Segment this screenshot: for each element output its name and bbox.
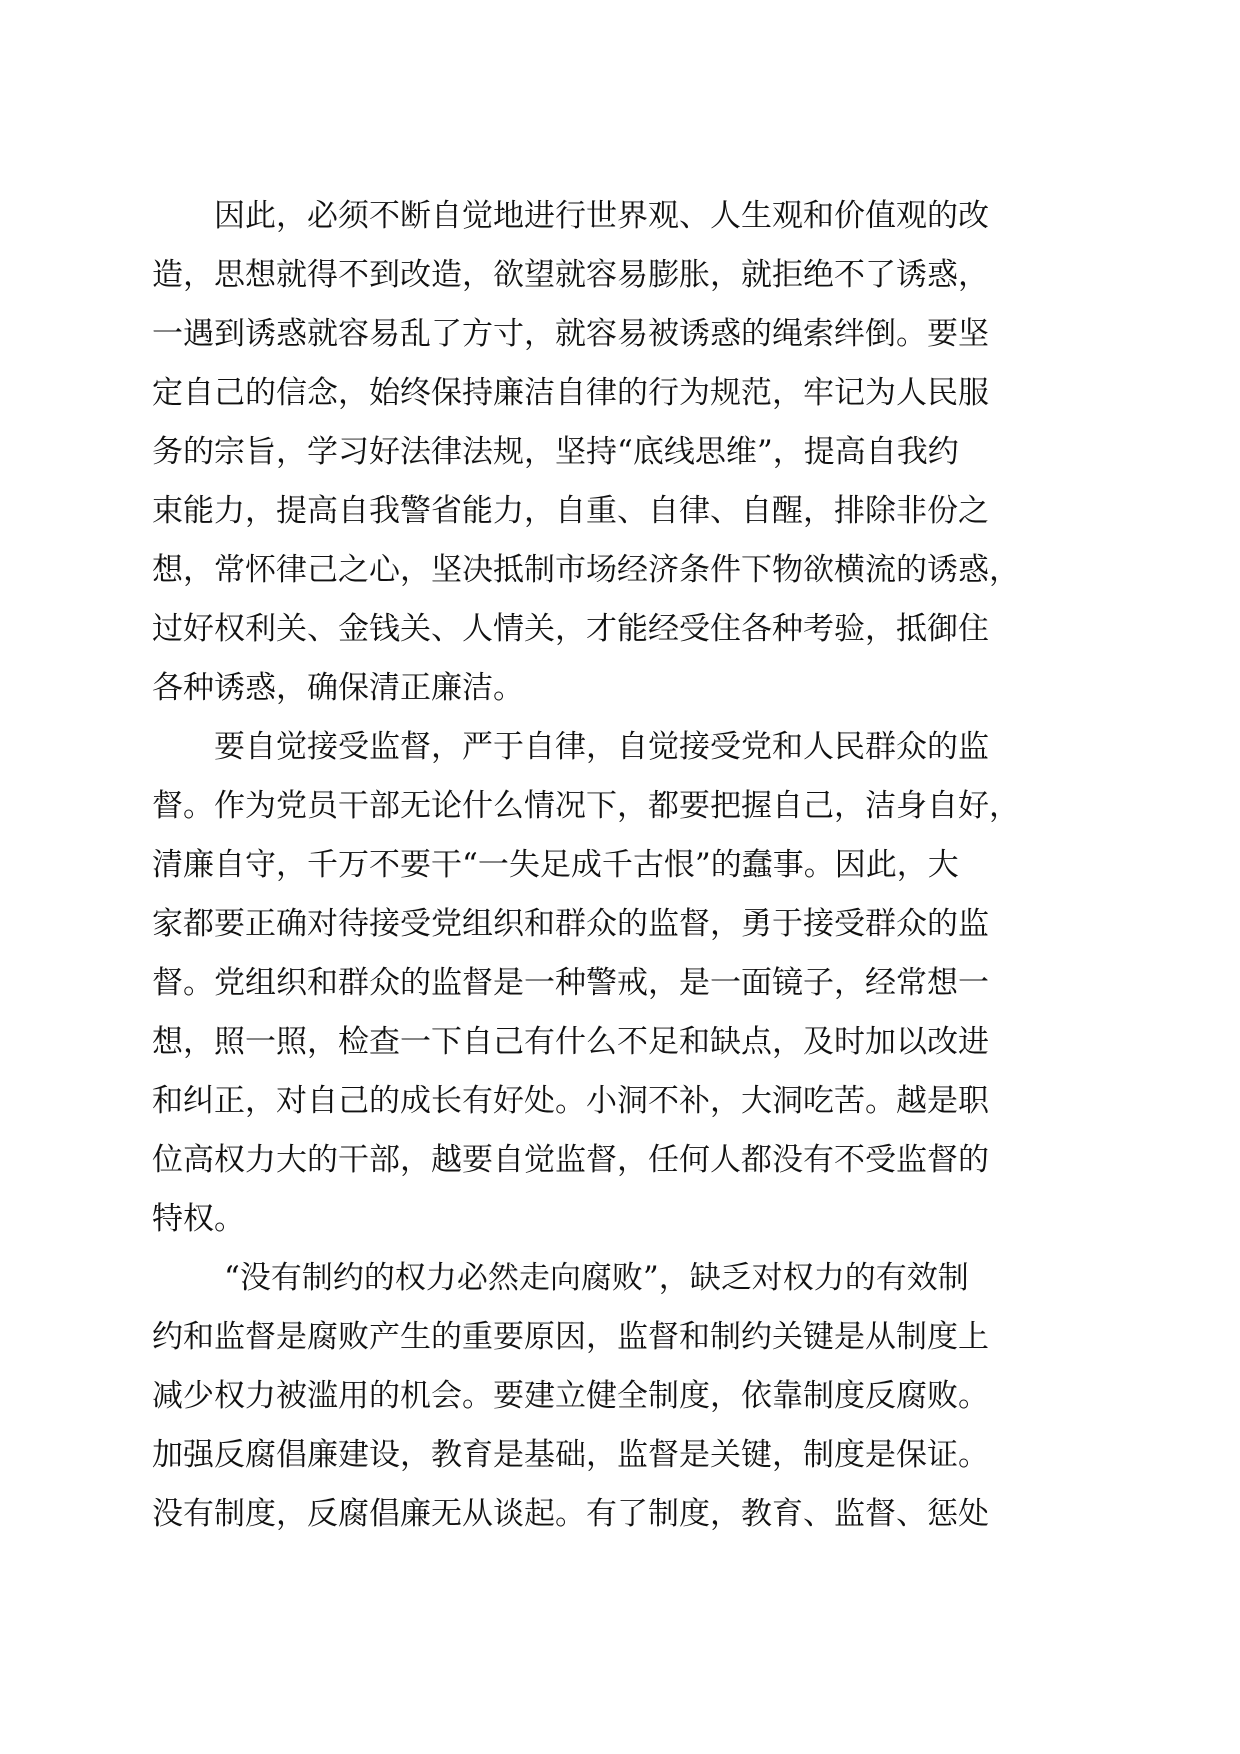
paragraph-line: 没有制度，反腐倡廉无从谈起。有了制度，教育、监督、惩处 bbox=[152, 1496, 989, 1532]
paragraph-line: 位高权力大的干部，越要自觉监督，任何人都没有不受监督的 bbox=[152, 1142, 989, 1178]
paragraph-line: 清廉自守，千万不要干“一失足成千古恨”的蠢事。因此，大 bbox=[152, 847, 959, 883]
paragraph-line: 要自觉接受监督，严于自律，自觉接受党和人民群众的监 bbox=[214, 729, 989, 765]
paragraph-line: 定自己的信念，始终保持廉洁自律的行为规范，牢记为人民服 bbox=[152, 375, 989, 411]
paragraph-line: 造，思想就得不到改造，欲望就容易膨胀，就拒绝不了诱惑， bbox=[152, 257, 989, 293]
paragraph bbox=[152, 718, 1074, 1249]
paragraph-line: 督。作为党员干部无论什么情况下，都要把握自己，洁身自好， bbox=[152, 788, 1020, 824]
paragraph-line: 一遇到诱惑就容易乱了方寸，就容易被诱惑的绳索绊倒。要坚 bbox=[152, 316, 989, 352]
paragraph-line: “没有制约的权力必然走向腐败”，缺乏对权力的有效制 bbox=[224, 1260, 969, 1296]
paragraph-line: 减少权力被滥用的机会。要建立健全制度，依靠制度反腐败。 bbox=[152, 1378, 989, 1414]
paragraph-line: 想，照一照，检查一下自己有什么不足和缺点，及时加以改进 bbox=[152, 1024, 989, 1060]
document-body bbox=[152, 187, 1074, 1544]
paragraph-line: 务的宗旨，学习好法律法规，坚持“底线思维”，提高自我约 bbox=[152, 434, 959, 470]
paragraph-line: 和纠正，对自己的成长有好处。小洞不补，大洞吃苦。越是职 bbox=[152, 1083, 989, 1119]
paragraph-line: 约和监督是腐败产生的重要原因，监督和制约关键是从制度上 bbox=[152, 1319, 989, 1355]
paragraph-line: 束能力，提高自我警省能力，自重、自律、自醒，排除非份之 bbox=[152, 493, 989, 529]
paragraph bbox=[152, 187, 1074, 718]
paragraph-line: 特权。 bbox=[152, 1201, 245, 1237]
paragraph-line: 想，常怀律己之心，坚决抵制市场经济条件下物欲横流的诱惑， bbox=[152, 552, 1020, 588]
paragraph-line: 家都要正确对待接受党组织和群众的监督，勇于接受群众的监 bbox=[152, 906, 989, 942]
paragraph-line: 各种诱惑，确保清正廉洁。 bbox=[152, 670, 524, 706]
paragraph bbox=[152, 1249, 1074, 1544]
paragraph-line: 加强反腐倡廉建设，教育是基础，监督是关键，制度是保证。 bbox=[152, 1437, 989, 1473]
paragraph-line: 督。党组织和群众的监督是一种警戒，是一面镜子，经常想一 bbox=[152, 965, 989, 1001]
paragraph-line: 过好权利关、金钱关、人情关，才能经受住各种考验，抵御住 bbox=[152, 611, 989, 647]
paragraph-line: 因此，必须不断自觉地进行世界观、人生观和价值观的改 bbox=[214, 198, 989, 234]
